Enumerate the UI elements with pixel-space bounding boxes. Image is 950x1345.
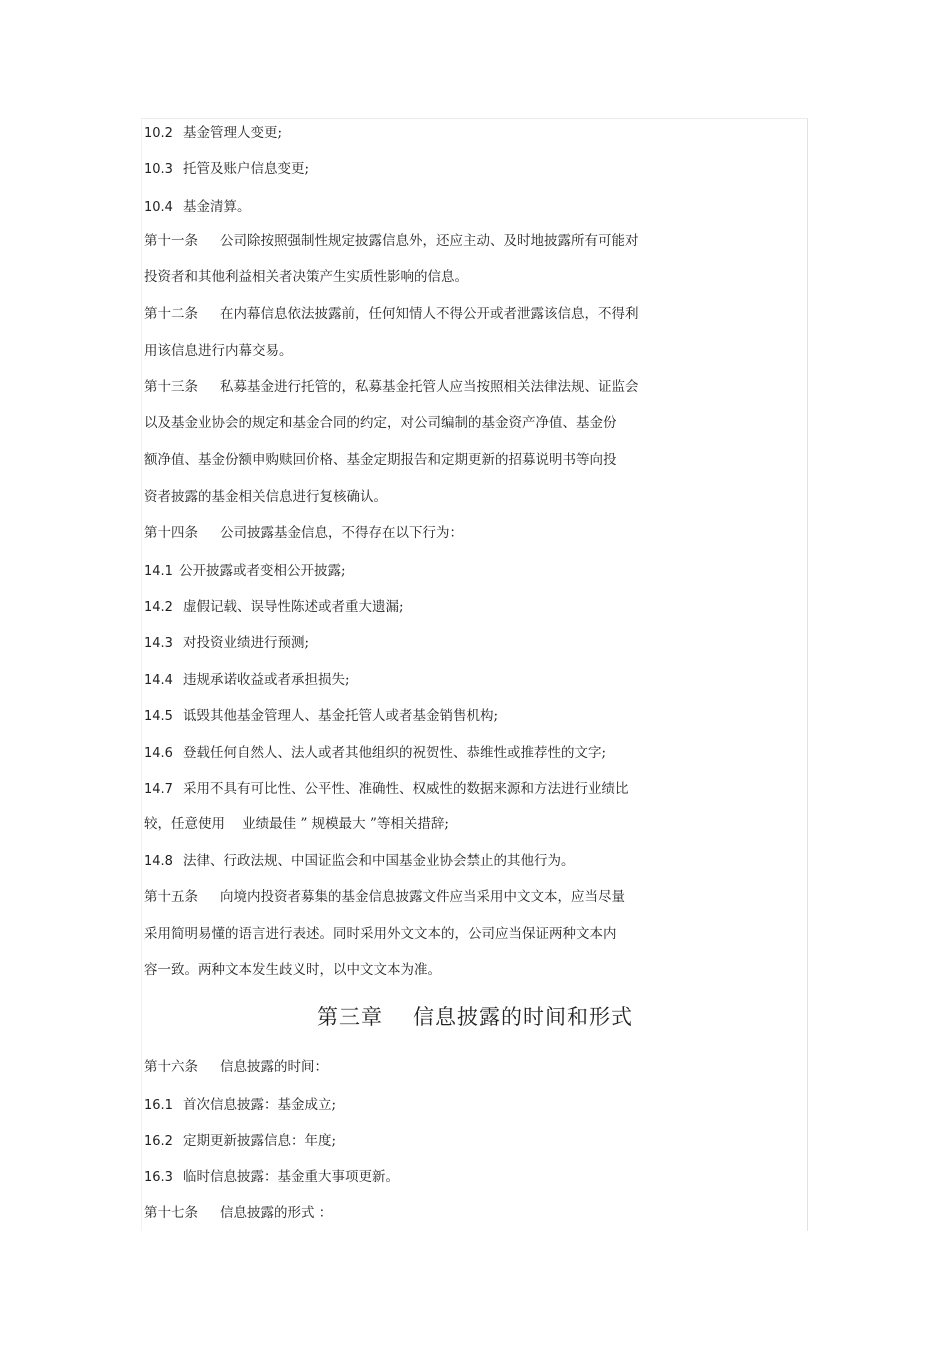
article-11-cont: 投资者和其他利益相关者决策产生实质性影响的信息。 <box>144 269 468 285</box>
list-item: 14.6 登载任何自然人、法人或者其他组织的祝贺性、恭维性或推荐性的文字; <box>144 745 607 761</box>
list-item: 14.3 对投资业绩进行预测; <box>144 635 310 651</box>
list-item: 16.1 首次信息披露：基金成立; <box>144 1097 337 1113</box>
list-item: 14.5 诋毁其他基金管理人、基金托管人或者基金销售机构; <box>144 708 499 724</box>
article-head: 第十一条 <box>144 233 198 249</box>
list-item: 14.8 法律、行政法规、中国证监会和中国基金业协会禁止的其他行为。 <box>144 853 575 869</box>
list-item: 16.3 临时信息披露：基金重大事项更新。 <box>144 1169 399 1185</box>
list-item: 10.3 托管及账户信息变更; <box>144 161 310 177</box>
list-item-cont: 较，任意使用 业绩最佳 ” 规模最大 ”等相关措辞; <box>144 816 449 832</box>
article-12-cont: 用该信息进行内幕交易。 <box>144 343 293 359</box>
article-head: 第十七条 <box>144 1205 198 1221</box>
list-item: 10.4 基金清算。 <box>144 199 251 215</box>
chapter-title: 第三章 信息披露的时间和形式 <box>317 1005 633 1029</box>
article-head: 第十六条 <box>144 1059 198 1075</box>
article-15: 第十五条 向境内投资者募集的基金信息披露文件应当采用中文文本，应当尽量 <box>144 889 625 905</box>
article-15-cont: 容一致。两种文本发生歧义时，以中文文本为准。 <box>144 962 441 978</box>
article-14: 第十四条 公司披露基金信息，不得存在以下行为： <box>144 525 463 541</box>
article-13-cont: 资者披露的基金相关信息进行复核确认。 <box>144 489 387 505</box>
article-head: 第十四条 <box>144 525 198 541</box>
article-17: 第十七条 信息披露的形式 ： <box>144 1205 333 1221</box>
article-head: 第十五条 <box>144 889 198 905</box>
article-13-cont: 额净值、基金份额申购赎回价格、基金定期报告和定期更新的招募说明书等向投 <box>144 452 617 468</box>
article-16: 第十六条 信息披露的时间： <box>144 1059 328 1075</box>
article-11: 第十一条 公司除按照强制性规定披露信息外，还应主动、及时地披露所有可能对 <box>144 233 639 249</box>
list-item: 14.1 公开披露或者变相公开披露; <box>144 563 346 579</box>
article-13: 第十三条 私募基金进行托管的，私募基金托管人应当按照相关法律法规、证监会 <box>144 379 639 395</box>
article-12: 第十二条 在内幕信息依法披露前，任何知情人不得公开或者泄露该信息，不得利 <box>144 306 639 322</box>
article-13-cont: 以及基金业协会的规定和基金合同的约定，对公司编制的基金资产净值、基金份 <box>144 415 617 431</box>
article-15-cont: 采用简明易懂的语言进行表述。同时采用外文文本的，公司应当保证两种文本内 <box>144 926 617 942</box>
list-item: 10.2 基金管理人变更; <box>144 125 283 141</box>
list-item: 14.7 采用不具有可比性、公平性、准确性、权威性的数据来源和方法进行业绩比 <box>144 781 629 797</box>
list-item: 16.2 定期更新披露信息：年度; <box>144 1133 337 1149</box>
list-item: 14.2 虚假记载、误导性陈述或者重大遗漏; <box>144 599 404 615</box>
article-head: 第十二条 <box>144 306 198 322</box>
list-item: 14.4 违规承诺收益或者承担损失; <box>144 672 350 688</box>
article-head: 第十三条 <box>144 379 198 395</box>
